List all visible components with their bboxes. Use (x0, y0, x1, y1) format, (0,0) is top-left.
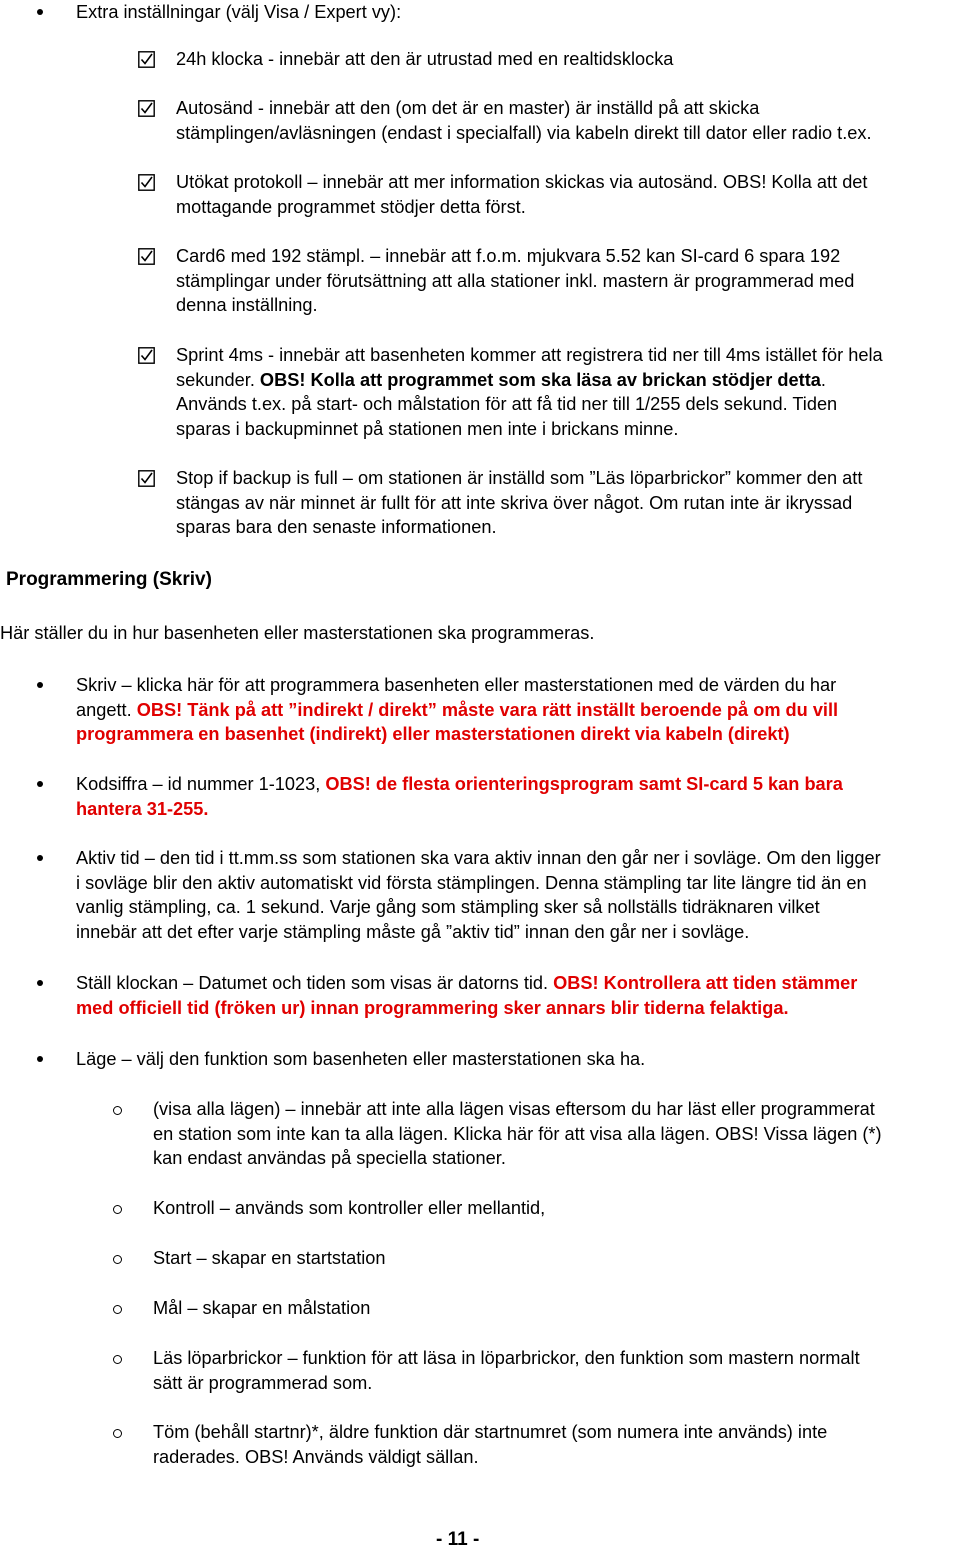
sub-item-line: Mål – skapar en målstation (153, 1298, 371, 1318)
check-item-stop-if-backup-full (176, 466, 862, 540)
check-item-line: sparas i backupminnet på stationen men inte i brickans minne. (176, 418, 679, 439)
text-normal: angett. (76, 699, 137, 720)
check-item-line: stängas av när minnet är fullt för att inte skriva över något. Om rutan inte är ikryssad (176, 492, 853, 513)
sub-bullet-ring (113, 1255, 122, 1264)
sub-item-kontroll (153, 1196, 545, 1221)
check-item-24h (176, 47, 673, 72)
obs-warning: programmera en basenhet (indirekt) eller masterstationen direkt via kabeln (direkt) (76, 724, 790, 745)
sub-item-line: kan endast användas på speciella stationer. (153, 1148, 506, 1169)
sub-item-line: Kontroll – används som kontroller eller mellantid, (153, 1198, 546, 1218)
obs-warning: med officiell tid (fröken ur) innan programmering sker annars blir tiderna felaktiga. (76, 997, 789, 1018)
bullet-dot (37, 980, 43, 986)
sub-item-start (153, 1246, 386, 1271)
sub-item-line: Läs löparbrickor – funktion för att läsa in löparbrickor, den funktion som mastern normalt (153, 1348, 860, 1368)
bullet-line: i sovläge blir den aktiv automatiskt vid första stämplingen. Denna stämpling tar lite längre tid än en (76, 872, 867, 893)
text-normal: . (820, 369, 826, 390)
checkbox-checked-icon (138, 174, 155, 191)
bullet-line: vanlig stämpling, ca. 1 sekund. Varje gång som stämpling sker så nollställs tidräknaren vilket (76, 897, 820, 918)
section-intro: Här ställer du in hur basenheten eller masterstationen ska programmeras. (0, 623, 595, 643)
sub-item-line: sätt är programmerad som. (153, 1372, 373, 1393)
check-item-line: Stop if backup is full – om stationen är inställd som ”Läs löparbrickor” kommer den att (176, 468, 863, 488)
bullet-stall-klockan (76, 971, 857, 1020)
page-number: - 11 - (436, 1529, 480, 1550)
check-item-line: stämplingar under förutsättning att alla stationer inkl. mastern är programmerad med (176, 270, 855, 291)
bullet-dot (37, 855, 43, 861)
extra-settings-heading: Extra inställningar (välj Visa / Expert vy): (76, 2, 402, 22)
check-item-line: denna inställning. (176, 295, 318, 316)
bullet-line (76, 698, 838, 723)
bullet-kodsiffra (76, 772, 843, 821)
check-item-line: Card6 med 192 stämpl. – innebär att f.o.m. mjukvara 5.52 kan SI-card 6 spara 192 (176, 246, 841, 266)
bullet-dot (37, 1056, 43, 1062)
bullet-dot (37, 682, 43, 688)
bullet-line (76, 772, 843, 797)
sub-bullet-ring (113, 1106, 122, 1115)
bullet-dot (37, 781, 43, 787)
obs-note-bold: OBS! Kolla att programmet som ska läsa av brickan stödjer detta (259, 369, 821, 390)
sub-item-line: (visa alla lägen) – innebär att inte alla lägen visas eftersom du har läst eller programmerat (153, 1099, 875, 1119)
check-item-line: Sprint 4ms - innebär att basenheten kommer att registrera tid ner till 4ms istället för hela (176, 345, 883, 365)
check-item-card6 (176, 244, 854, 318)
check-item-sprint (176, 343, 883, 441)
check-item-line (176, 368, 883, 393)
check-item-autosand (176, 96, 872, 145)
checkbox-checked-icon (138, 347, 155, 364)
sub-item-mal (153, 1296, 370, 1321)
bullet-dot (37, 9, 43, 15)
sub-item-visa-alla-lagen (153, 1097, 882, 1171)
bullet-aktiv-tid (76, 846, 881, 944)
obs-warning: OBS! de flesta orienteringsprogram samt SI-card 5 kan bara (325, 774, 843, 794)
obs-warning: OBS! Tänk på att ”indirekt / direkt” måste vara rätt inställt beroende på om du vill (136, 699, 839, 720)
text-normal: Ställ klockan – Datumet och tiden som visas är datorns tid. (76, 973, 554, 993)
text-normal: Kodsiffra – id nummer 1-1023, (76, 774, 326, 794)
sub-bullet-ring (113, 1355, 122, 1364)
bullet-skriv (76, 673, 838, 747)
sub-item-line: Start – skapar en startstation (153, 1248, 386, 1268)
checkbox-checked-icon (138, 100, 155, 117)
section-heading: Programmering (Skriv) (6, 569, 212, 590)
bullet-line: Aktiv tid – den tid i tt.mm.ss som stationen ska vara aktiv innan den går ner i sovläge. Om den ligger (76, 848, 881, 868)
sub-bullet-ring (113, 1205, 122, 1214)
sub-item-tom (153, 1420, 827, 1469)
check-item-line: mottagande programmet stödjer detta först. (176, 196, 526, 217)
check-item-line: sparas bara den senaste informationen. (176, 517, 497, 538)
obs-warning: OBS! Kontrollera att tiden stämmer (553, 973, 858, 993)
bullet-lage: Läge – välj den funktion som basenheten eller masterstationen ska ha. (76, 1049, 646, 1069)
checkbox-checked-icon (138, 51, 155, 68)
sub-item-las-loparbrickor (153, 1346, 860, 1395)
sub-item-line: Töm (behåll startnr)*, äldre funktion där startnumret (som numera inte används) inte (153, 1422, 828, 1442)
check-item-line: Utökat protokoll – innebär att mer information skickas via autosänd. OBS! Kolla att det (176, 172, 868, 192)
checkbox-checked-icon (138, 470, 155, 487)
text-normal: sekunder. (176, 369, 260, 390)
bullet-line (76, 971, 857, 996)
obs-warning: hantera 31-255. (76, 798, 209, 819)
check-item-utokat-protokoll (176, 170, 867, 219)
bullet-line: Skriv – klicka här för att programmera basenheten eller masterstationen med de värden du har (76, 675, 837, 695)
check-item-line: Används t.ex. på start- och målstation för att få tid ner till 1/255 dels sekund. Tiden (176, 394, 838, 415)
bullet-line: innebär att det efter varje stämpling måste gå ”aktiv tid” innan den går ner i sovläge. (76, 921, 750, 942)
check-item-line: 24h klocka - innebär att den är utrustad med en realtidsklocka (176, 49, 674, 69)
check-item-line: Autosänd - innebär att den (om det är en master) är inställd på att skicka (176, 98, 760, 118)
sub-bullet-ring (113, 1429, 122, 1438)
checkbox-checked-icon (138, 248, 155, 265)
sub-item-line: en station som inte kan ta alla lägen. Klicka här för att visa alla lägen. OBS! Vissa lägen (*) (153, 1123, 882, 1144)
sub-item-line: raderades. OBS! Används väldigt sällan. (153, 1446, 479, 1467)
check-item-line: stämplingen/avläsningen (endast i specialfall) via kabeln direkt till dator eller radio t.ex. (176, 122, 872, 143)
sub-bullet-ring (113, 1305, 122, 1314)
